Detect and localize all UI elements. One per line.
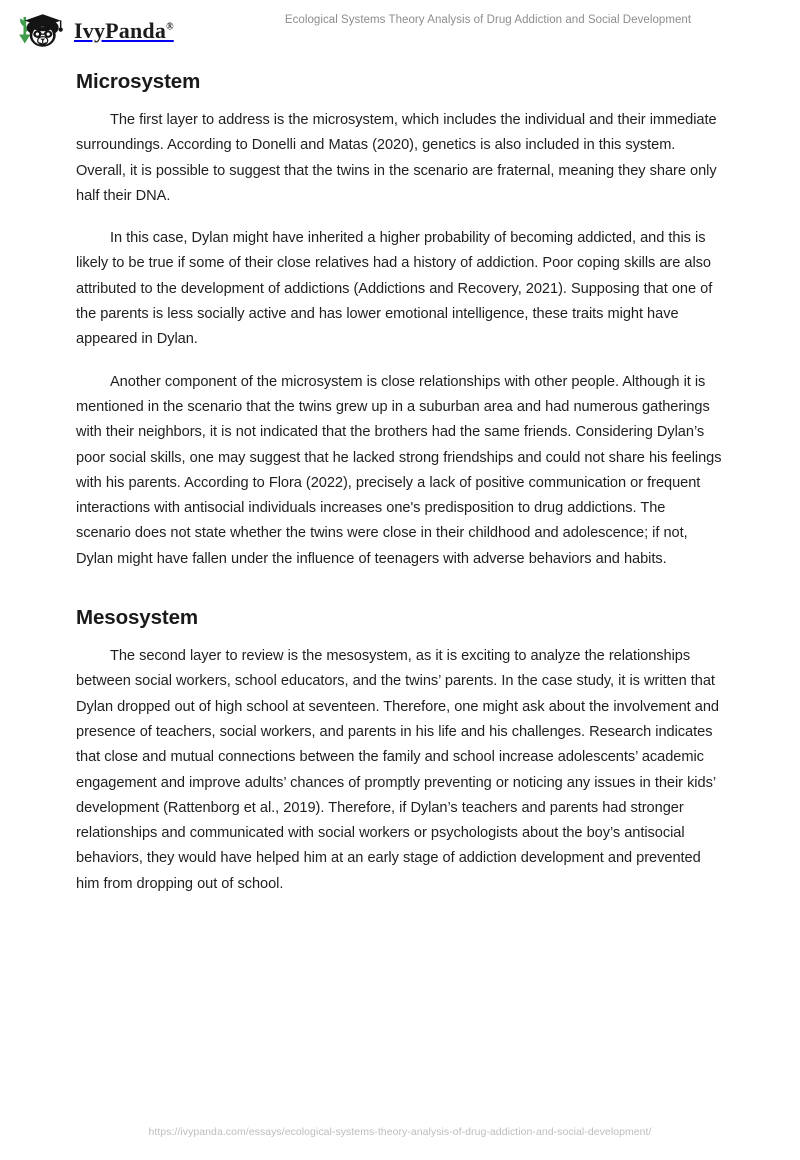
source-url-link[interactable]: https://ivypanda.com/essays/ecological-systems-theory-analysis-of-drug-addiction-and-social-development/: [148, 1126, 652, 1138]
document-body: [76, 70, 723, 897]
panda-graduation-cap-icon: [16, 10, 72, 52]
page-footer: [0, 1122, 800, 1140]
brand-logo-link[interactable]: [16, 10, 174, 52]
page-header: [0, 0, 800, 62]
brand-name: IvyPanda®: [74, 18, 174, 43]
paragraph: The second layer to review is the mesosystem, as it is exciting to analyze the relationships between social workers, school educators, and the twins’ parents. In the case study, it is written that Dylan dropped out of high school at seventeen. Therefore, one might ask about the involvement and presence of teachers, social workers, and parents in his life and his challenges. Research indicates that close and mutual connections between the family and school increase adolescents’ academic engagement and improve adults’ chances of promptly preventing or noticing any issues in their kids’ development (Rattenborg et al., 2019). Therefore, if Dylan’s teachers and parents had stronger relationships and communicated with social workers or psychologists about the boy’s antisocial behaviors, they would have helped him at an early stage of addiction development and prevented him from dropping out of school.: [76, 648, 719, 892]
section-heading-microsystem: Microsystem: [76, 70, 201, 93]
document-title-header: Ecological Systems Theory Analysis of Drug Addiction and Social Development: [284, 14, 692, 26]
paragraph: In this case, Dylan might have inherited a higher probability of becoming addicted, and this is likely to be true if some of their close relatives had a history of addiction. Poor coping skills are also attributed to the development of addictions (Addictions and Recovery, 2021). Supposing that one of the parents is less socially active and has lower emotional intelligence, these traits might have appeared in Dylan.: [76, 230, 713, 348]
paragraph: Another component of the microsystem is close relationships with other people. Although it is mentioned in the scenario that the twins grew up in a suburban area and had numerous gatherings with their neighbors, it is not indicated that the brothers had the same friends. Considering Dylan’s poor social skills, one may suggest that he lacked strong friendships and could not share his feelings with his parents. According to Flora (2022), precisely a lack of positive communication or frequent interactions with antisocial individuals increases one's predisposition to drug addictions. The scenario does not state whether the twins were close in their childhood and adolescence; if not, Dylan might have fallen under the influence of teenagers with adverse behaviors and habits.: [76, 373, 722, 567]
paragraph: The first layer to address is the microsystem, which includes the individual and their immediate surroundings. According to Donelli and Matas (2020), genetics is also included in this system. Overall, it is possible to suggest that the twins in the scenario are fraternal, meaning they share only half their DNA.: [76, 112, 717, 204]
registered-trademark-mark: ®: [166, 21, 174, 33]
section-heading-mesosystem: Mesosystem: [76, 606, 199, 630]
